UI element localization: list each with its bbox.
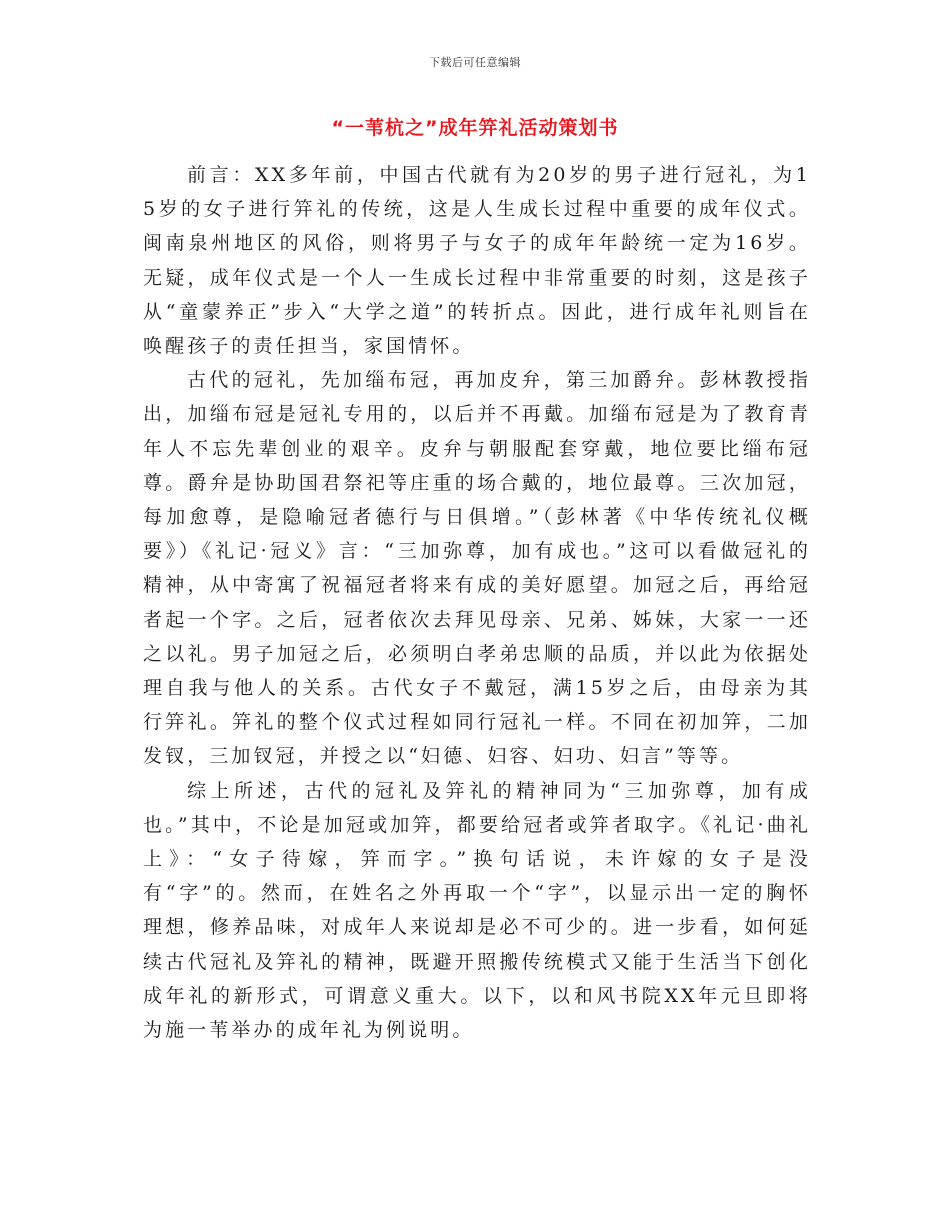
paragraph-summary: 综上所述，古代的冠礼及笄礼的精神同为“三加弥尊，加有成也。”其中，不论是加冠或加笄，都要给冠者或笄者取字。《礼记·曲礼上》：“女子待嫁，笄而字。”换句话说，未许嫁的女子是没有“字”的。然而，在姓名之外再取一个“字”，以显示出一定的胸怀理想，修养品味，对成年人来说却是必不可少的。进一步看，如何延续古代冠礼及笄礼的精神，既避开照搬传统模式又能于生活当下创化成年礼的新形式，可谓意义重大。以下，以和风书院XX年元旦即将为施一苇举办的成年礼为例说明。 [143,779,811,1042]
paragraph-ancient-capping: 古代的冠礼，先加缁布冠，再加皮弁，第三加爵弁。彭林教授指出，加缁布冠是冠礼专用的，以后并不再戴。加缁布冠是为了教育青年人不忘先辈创业的艰辛。皮弁与朝服配套穿戴，地位要比缁布冠尊。爵弁是协助国君祭祀等庄重的场合戴的，地位最尊。三次加冠，每加愈尊，是隐喻冠者德行与日俱增。”（彭林著《中华传统礼仪概要》）《礼记·冠义》言：“三加弥尊，加有成也。”这可以看做冠礼的精神，从中寄寓了祝福冠者将来有成的美好愿望。加冠之后，再给冠者起一个字。之后，冠者依次去拜见母亲、兄弟、姊妹，大家一一还之以礼。男子加冠之后，必须明白孝弟忠顺的品质，并以此为依据处理自我与他人的关系。古代女子不戴冠，满15岁之后，由母亲为其行笄礼。笄礼的整个仪式过程如同行冠礼一样。不同在初加笄，二加发钗，三加钗冠，并授之以“妇德、妇容、妇功、妇言”等等。 [143,369,811,768]
paragraph-preface: 前言：XX多年前，中国古代就有为20岁的男子进行冠礼，为15岁的女子进行笄礼的传统，这是人生成长过程中重要的成年仪式。闽南泉州地区的风俗，则将男子与女子的成年年龄统一定为16岁。无疑，成年仪式是一个人一生成长过程中非常重要的时刻，这是孩子从“童蒙养正”步入“大学之道”的转折点。因此，进行成年礼则旨在唤醒孩子的责任担当，家国情怀。 [143,164,811,358]
header-note: 下载后可任意编辑 [429,56,521,69]
document-title: “一苇杭之”成年笄礼活动策划书 [331,117,619,139]
document-body [143,158,811,1047]
